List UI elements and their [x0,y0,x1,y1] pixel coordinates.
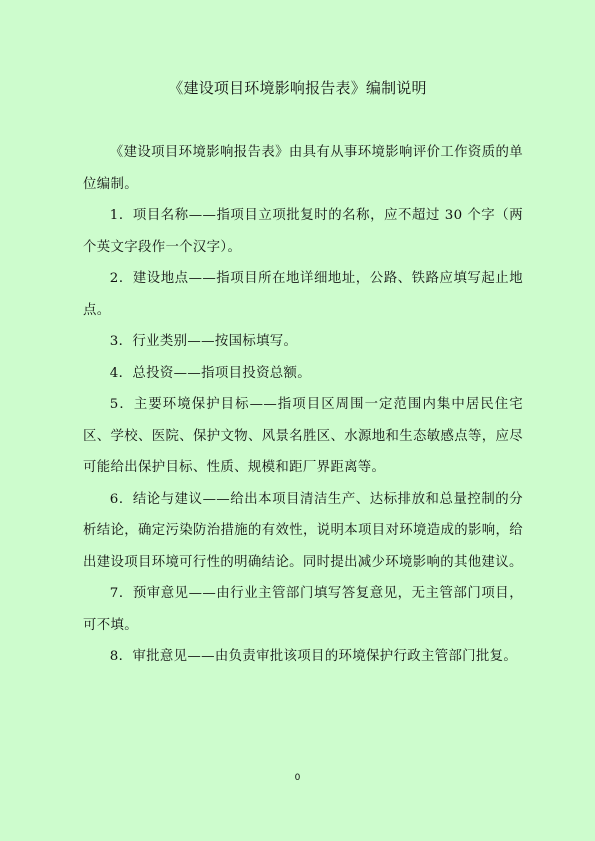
paragraph-item-7: 7．预审意见——由行业主管部门填写答复意见，无主管部门项目，可不填。 [83,586,523,633]
document-title: 《建设项目环境影响报告表》编制说明 [168,79,427,97]
paragraph-intro: 《建设项目环境影响报告表》由具有从事环境影响评价工作资质的单位编制。 [83,145,523,192]
paragraph-item-8: 8．审批意见——由负责审批该项目的环境保护行政主管部门批复。 [109,649,518,664]
paragraph-item-2: 2．建设地点——指项目所在地详细地址，公路、铁路应填写起止地点。 [83,271,523,318]
paragraph-item-4: 4．总投资——指项目投资总额。 [109,365,312,381]
paragraph-item-3: 3．行业类别——按国标填写。 [109,334,298,349]
document-body [83,137,523,673]
paragraph-item-1: 1．项目名称——指项目立项批复时的名称，应不超过 30 个字（两个英文字段作一个汉字）。 [83,208,523,255]
page-number: 0 [294,773,301,783]
paragraph-item-5: 5．主要环境保护目标——指项目区周围一定范围内集中居民住宅区、学校、医院、保护文物、风景名胜区、水源地和生态敏感点等，应尽可能给出保护目标、性质、规模和距厂界距离等。 [83,397,523,475]
paragraph-item-6: 6．结论与建议——给出本项目清洁生产、达标排放和总量控制的分析结论，确定污染防治措施的有效性，说明本项目对环境造成的影响，给出建设项目环境可行性的明确结论。同时提出减少环境影响的其他建议。 [83,491,523,570]
